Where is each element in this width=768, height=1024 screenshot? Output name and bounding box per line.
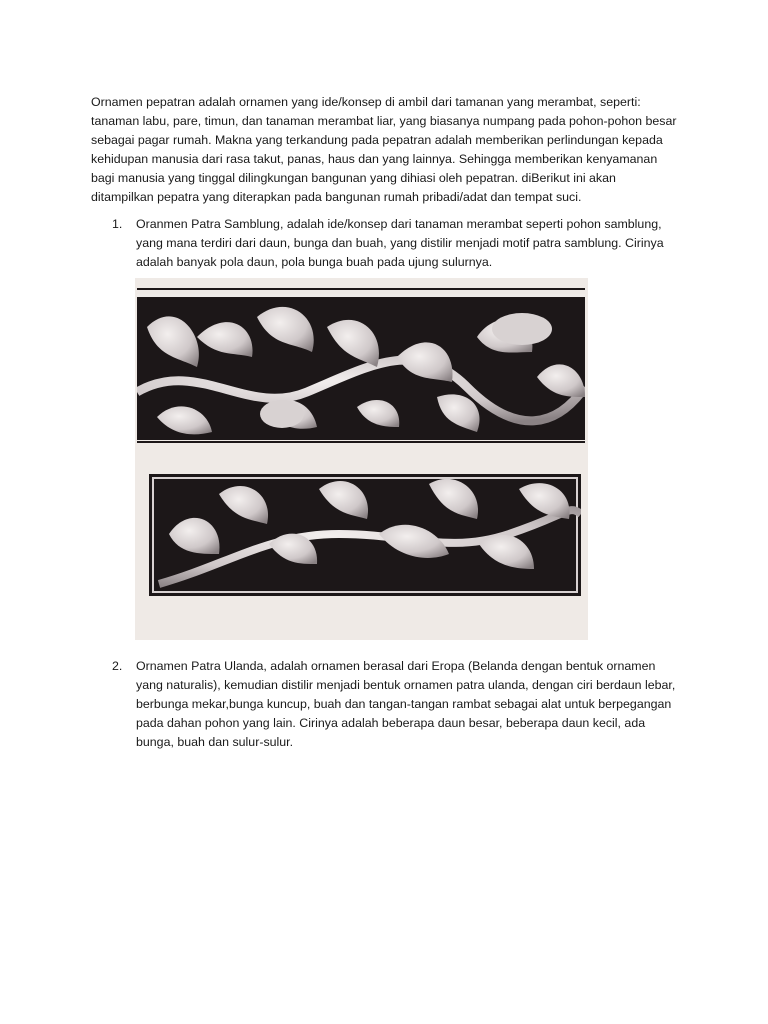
list-item-text: Ornamen Patra Ulanda, adalah ornamen berasal dari Eropa (Belanda dengan bentuk ornamen yang naturalis), kemudian distilir menjadi bentuk ornamen patra ulanda, dengan ciri berdaun lebar, berbunga mekar,bunga kuncup, buah dan tangan-tangan rambat sebagai alat untuk berpegangan pada dahan pohon yang lain. Cirinya adalah beberapa daun besar, beberapa daun kecil, ada bunga, buah dan sulur-sulur. [136,659,676,749]
ornament-band-samblung-bottom [149,474,581,596]
list-item-patra-ulanda [112,657,682,752]
scroll-ornament-illustration [149,474,581,596]
ornament-band-samblung-top [137,294,585,440]
scroll-ornament-illustration [137,297,585,440]
intro-paragraph: Ornamen pepatran adalah ornamen yang ide/konsep di ambil dari tamanan yang merambat, seperti: tanaman labu, pare, timun, dan tanaman merambat liar, yang biasanya numpang pada pohon-pohon besar sebagai pagar rumah. Makna yang terkandung pada pepatran adalah memberikan perlindungan kepada kehidupan manusia dari rasa takut, panas, haus dan yang lainnya. Sehingga memberikan kenyamanan bagi manusia yang tinggal dilingkungan bangunan yang dihiasi oleh pepatran. diBerikut ini akan ditampilkan pepatra yang diterapkan pada bangunan rumah pribadi/adat dan tempat suci. [91,95,677,204]
band-bottom-rule [137,441,585,443]
list-item-text: Oranmen Patra Samblung, adalah ide/konsep dari tanaman merambat seperti pohon samblung, yang mana terdiri dari daun, bunga dan buah, yang distilir menjadi motif patra samblung. Cirinya adalah banyak pola daun, pola bunga buah pada ujung sulurnya. [136,217,664,269]
ornament-figure [135,278,588,640]
list-number: 1. [112,217,123,231]
list-number: 2. [112,659,123,673]
band-top-rule [137,288,585,290]
list-item-patra-samblung [112,215,682,272]
